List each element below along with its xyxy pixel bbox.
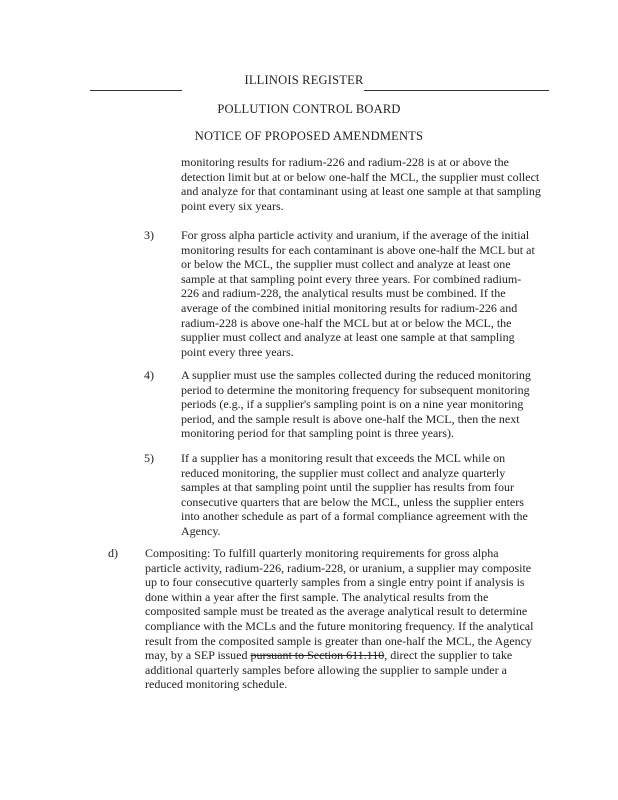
- header-rule-left: [90, 90, 182, 91]
- text-line: [145, 648, 585, 663]
- text-line: point every three years.: [181, 344, 294, 359]
- text-line: point every six years.: [181, 198, 284, 213]
- text-line: For gross alpha particle activity and uranium, if the average of the initial: [181, 228, 530, 242]
- header-rule-right: [364, 90, 549, 91]
- text-segment: , direct the supplier to take: [384, 648, 513, 663]
- item-4-paragraph: [181, 368, 581, 441]
- text-line: samples at that sampling point until the supplier has results from four: [181, 480, 514, 495]
- text-line: particle activity, radium-226, radium-228, or uranium, a supplier may composite: [145, 560, 532, 575]
- text-line: done within a year after the first sample. The analytical results from the: [145, 589, 489, 604]
- text-line: monitoring period for that sampling point is three years).: [181, 426, 454, 441]
- item-3-number: 3): [144, 228, 154, 242]
- text-line: supplier must collect and analyze at least one sample at that sampling: [181, 330, 515, 345]
- text-line: Agency.: [181, 523, 221, 538]
- text-line: result from the composited sample is greater than one-half the MCL, the Agency: [145, 633, 532, 648]
- notice-title: NOTICE OF PROPOSED AMENDMENTS: [194, 129, 424, 143]
- text-line: average of the combined initial monitoring results for radium-226 and: [181, 300, 518, 315]
- text-line: additional quarterly samples before allowing the supplier to sample under a: [145, 662, 507, 677]
- text-line: radium-228 is above one-half the MCL but at or below the MCL, the: [181, 315, 512, 330]
- text-line: period, and the sample result is above one-half the MCL, then the next: [181, 411, 520, 426]
- item-4-number: 4): [144, 368, 154, 382]
- text-line: and analyze for that contaminant using at least one sample at that sampling: [181, 184, 541, 199]
- continuation-paragraph: [181, 155, 581, 213]
- text-line: monitoring results for each contaminant is above one-half the MCL but at: [181, 242, 535, 257]
- item-5-number: 5): [144, 451, 154, 465]
- text-line: periods (e.g., if a supplier's sampling point is on a nine year monitoring: [181, 397, 524, 412]
- register-title: ILLINOIS REGISTER: [244, 73, 364, 87]
- text-line: into another schedule as part of a formal compliance agreement with the: [181, 509, 528, 524]
- text-line: If a supplier has a monitoring result that exceeds the MCL while on: [181, 451, 506, 465]
- text-line: reduced monitoring, the supplier must collect and analyze quarterly: [181, 465, 506, 480]
- board-title: POLLUTION CONTROL BOARD: [217, 102, 401, 116]
- item-d-letter: d): [108, 546, 118, 560]
- text-line: up to four consecutive quarterly samples from a single entry point if analysis is: [145, 575, 525, 590]
- struck-text: pursuant to Section 611.110: [250, 648, 385, 663]
- text-line: 226 and radium-228, the analytical results must be combined. If the: [181, 286, 506, 301]
- text-line: or below the MCL, the supplier must collect and analyze at least one: [181, 257, 511, 272]
- item-3-paragraph: [181, 228, 581, 359]
- text-line: detection limit but at or below one-half the MCL, the supplier must collect: [181, 169, 540, 184]
- text-line: Compositing: To fulfill quarterly monitoring requirements for gross alpha: [145, 546, 499, 560]
- text-line: reduced monitoring schedule.: [145, 677, 288, 692]
- text-line: monitoring results for radium-226 and radium-228 is at or above the: [181, 155, 509, 169]
- text-line: sample at that sampling point every three years. For combined radium-: [181, 271, 522, 286]
- text-line: A supplier must use the samples collected during the reduced monitoring: [181, 368, 531, 382]
- item-5-paragraph: [181, 451, 581, 539]
- text-line: composited sample must be treated as the average analytical result to determine: [145, 604, 528, 619]
- item-d-paragraph: [145, 546, 585, 692]
- text-line: consecutive quarters that are below the MCL, unless the supplier enters: [181, 494, 524, 509]
- text-segment: may, by a SEP issued: [145, 648, 251, 663]
- text-line: compliance with the MCLs and the future monitoring frequency. If the analytical: [145, 618, 534, 633]
- text-line: period to determine the monitoring frequency for subsequent monitoring: [181, 382, 530, 397]
